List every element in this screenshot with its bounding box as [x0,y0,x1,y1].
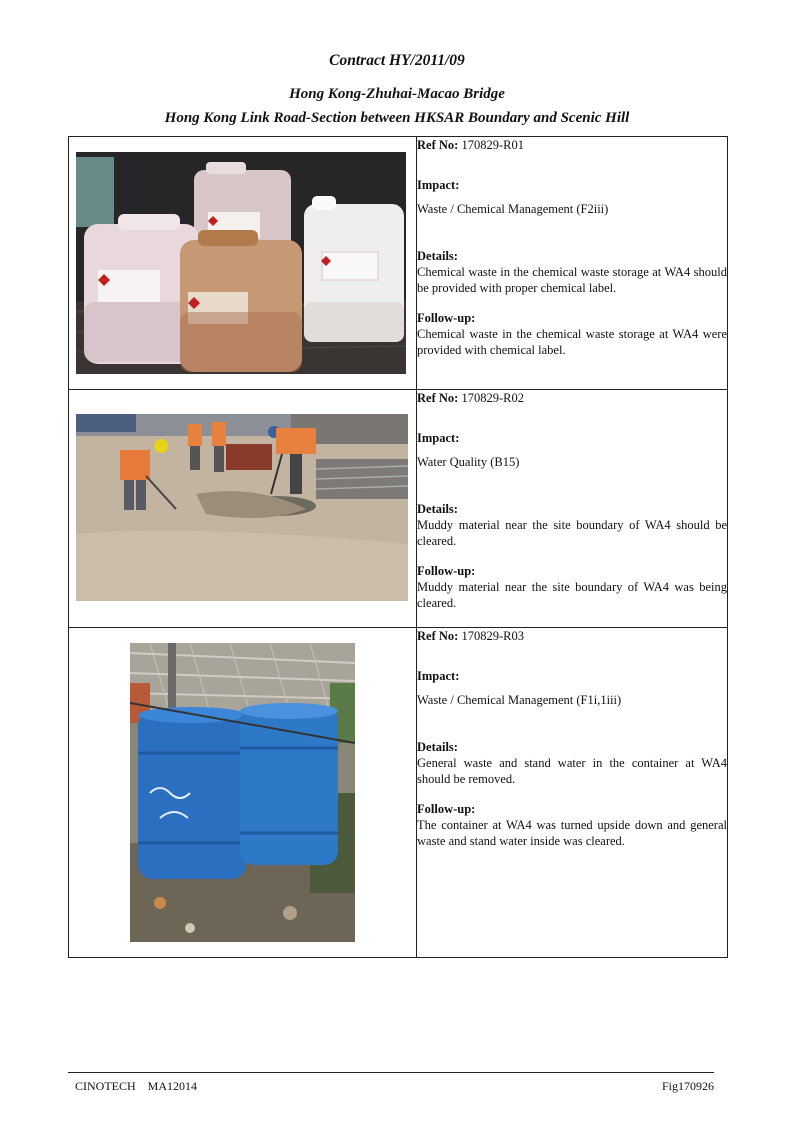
section-title: Hong Kong Link Road-Section between HKSAR Boundary and Scenic Hill [164,110,630,126]
project-title: Hong Kong-Zhuhai-Macao Bridge [289,86,505,102]
details-label: Details: [417,249,458,263]
followup-text: Muddy material near the site boundary of WA4 was being cleared. [417,580,727,610]
ref-label: Ref No: [417,391,459,405]
photo-chemical-containers [76,152,406,374]
footer-right: Fig170926 [661,1079,714,1093]
photo-muddy-site [76,414,408,601]
followup-text: Chemical waste in the chemical waste storage at WA4 were provided with chemical label. [417,327,727,357]
followup-text: The container at WA4 was turned upside down and general waste and stand water inside was cleared. [417,818,727,848]
impact-value: Waste / Chemical Management (F1i,1iii) [417,693,622,707]
record-text-2 [417,390,728,628]
impact-label: Impact: [417,178,460,192]
ref-line [417,137,727,153]
record-row-2 [69,390,728,628]
ref-number: 170829-R02 [461,391,524,405]
record-text-3 [417,628,728,958]
observation-table [68,136,728,958]
contract-title: Contract HY/2011/09 [329,52,465,69]
record-row-3 [69,628,728,958]
ref-line [417,628,727,644]
photo-cell-2 [69,390,417,628]
ref-number: 170829-R01 [461,138,524,152]
details-label: Details: [417,502,458,516]
ref-label: Ref No: [417,138,459,152]
followup-label: Follow-up: [417,311,476,325]
footer-left: CINOTECH MA12014 [75,1079,197,1093]
impact-value: Water Quality (B15) [417,455,520,469]
impact-label: Impact: [417,431,460,445]
impact-label: Impact: [417,669,460,683]
footer-divider [68,1072,714,1073]
photo-blue-drums [130,643,355,942]
details-text: Chemical waste in the chemical waste storage at WA4 should be provided with proper chemical label. [417,265,727,295]
record-row-1 [69,137,728,390]
record-text-1 [417,137,728,390]
ref-line [417,390,727,406]
followup-label: Follow-up: [417,564,476,578]
impact-value: Waste / Chemical Management (F2iii) [417,202,609,216]
ref-label: Ref No: [417,629,459,643]
photo-cell-3 [69,628,417,958]
followup-label: Follow-up: [417,802,476,816]
photo-cell-1 [69,137,417,390]
details-label: Details: [417,740,458,754]
details-text: General waste and stand water in the container at WA4 should be removed. [417,756,727,786]
details-text: Muddy material near the site boundary of WA4 should be cleared. [417,518,727,548]
ref-number: 170829-R03 [461,629,524,643]
